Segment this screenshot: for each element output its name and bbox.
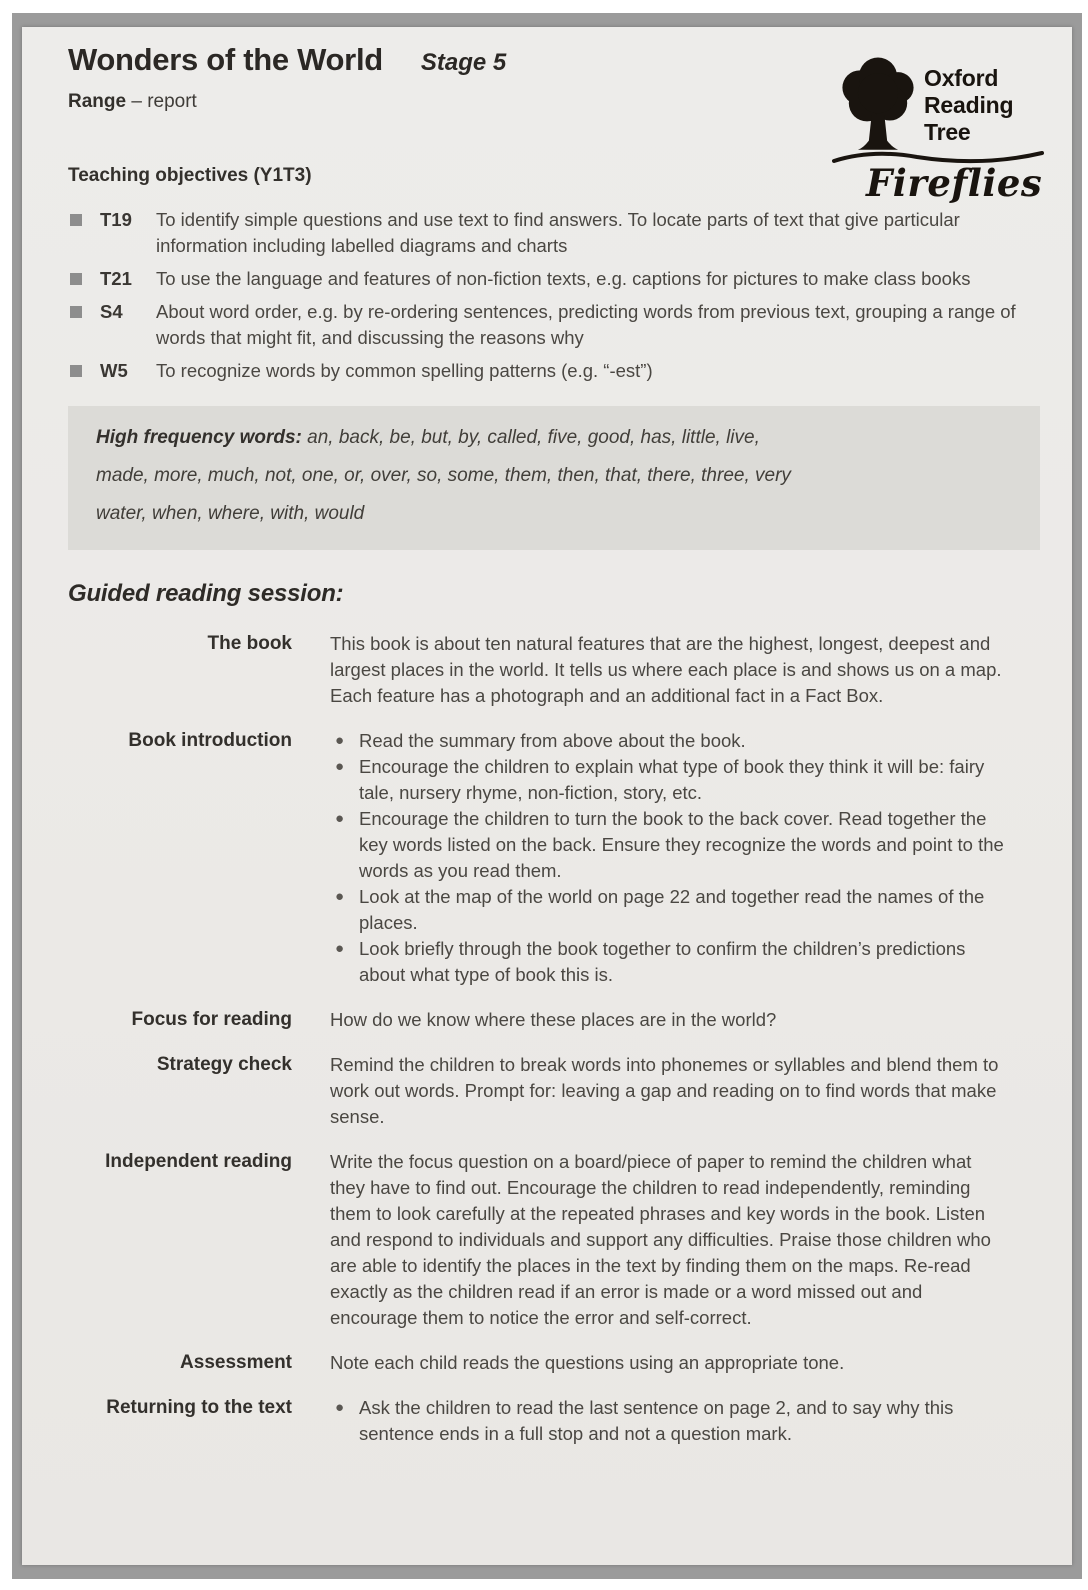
teaching-objectives-list [68, 207, 1044, 384]
logo-top [832, 53, 1044, 157]
objective-code: W5 [100, 360, 128, 381]
objective-text: About word order, e.g. by re-ordering sentences, predicting words from previous text, grouping a range of words that might fit, and discussing the reasons why [156, 301, 1016, 348]
bullet-dot-icon: ● [335, 758, 345, 775]
bullet-text: Look at the map of the world on page 22 and together read the names of the places. [359, 886, 985, 933]
section-body [330, 1395, 1006, 1447]
stage-label: Stage 5 [420, 49, 507, 76]
logo-word-reading: Reading [924, 92, 1014, 118]
section-body [330, 1007, 1006, 1033]
section-body [330, 728, 1006, 988]
range-label: Range [68, 91, 127, 112]
section-body [330, 1149, 1006, 1331]
bullet-dot-icon: ● [335, 888, 345, 905]
section-label: Book introduction [128, 730, 292, 751]
square-bullet-icon [70, 214, 82, 226]
section-text: Write the focus question on a board/piece of paper to remind the children what they have to find out. Encourage the children to read independently, reminding them to look carefully at the repeated phrases and key words in the book. Listen and respond to individuals and support any difficulties. Praise those children who are able to identify the places in the text by finding them on the maps. Re-read exactly as the children read if an error is made or a word missed out and encourage them to notice the error and self-correct. [330, 1151, 991, 1328]
objective-code: T19 [100, 209, 132, 230]
page-content [68, 41, 1044, 1466]
bullet-item [330, 884, 1006, 936]
objective-text: To use the language and features of non-fiction texts, e.g. captions for pictures to make class books [156, 268, 971, 289]
high-frequency-line: water, when, where, with, would [96, 503, 365, 524]
bullet-dot-icon: ● [335, 940, 345, 957]
bullet-text: Look briefly through the book together to confirm the children’s predictions about what type of book this is. [359, 938, 966, 985]
document-page [22, 27, 1072, 1565]
logo-wordmark [924, 53, 1013, 146]
section-label: Returning to the text [106, 1397, 292, 1418]
objective-code: T21 [100, 268, 132, 289]
bullet-item [330, 1395, 1006, 1447]
section-body [330, 1052, 1006, 1130]
guided-section [68, 728, 1044, 988]
bullet-item [330, 936, 1006, 988]
guided-section [68, 1052, 1044, 1130]
section-body [330, 631, 1006, 709]
section-text: Remind the children to break words into phonemes or syllables and blend them to work out words. Prompt for: leaving a gap and reading on to find words that make sense. [330, 1054, 999, 1127]
objective-row [68, 207, 1044, 259]
logo-word-oxford: Oxford [924, 65, 999, 91]
section-label: The book [207, 633, 292, 654]
bullet-dot-icon: ● [335, 810, 345, 827]
oxford-reading-tree-logo [832, 53, 1044, 203]
objective-text: To identify simple questions and use text to find answers. To locate parts of text that give particular information including labelled diagrams and charts [156, 209, 960, 256]
guided-section [68, 1149, 1044, 1331]
bullet-text: Encourage the children to explain what type of book they think it will be: fairy tale, nursery rhyme, non-fiction, story, etc. [359, 756, 985, 803]
fireflies-wordmark: Fireflies [866, 161, 1043, 205]
section-label: Focus for reading [131, 1009, 292, 1030]
teaching-objectives-heading: Teaching objectives (Y1T3) [68, 165, 312, 186]
high-frequency-label: High frequency words: [96, 427, 302, 448]
section-body [330, 1350, 1006, 1376]
section-text: Note each child reads the questions using an appropriate tone. [330, 1352, 845, 1373]
logo-word-tree: Tree [924, 119, 971, 145]
high-frequency-line: made, more, much, not, one, or, over, so, some, them, then, that, there, three, very [96, 465, 791, 486]
square-bullet-icon [70, 365, 82, 377]
bullet-item [330, 728, 1006, 754]
page-title: Wonders of the World [68, 42, 383, 77]
bullet-text: Read the summary from above about the book. [359, 730, 746, 751]
high-frequency-words-box [68, 406, 1040, 550]
section-text: How do we know where these places are in the world? [330, 1009, 777, 1030]
objective-code: S4 [100, 301, 123, 322]
bullet-item [330, 754, 1006, 806]
guided-section [68, 1007, 1044, 1033]
range-value: – report [131, 91, 197, 112]
bullet-dot-icon: ● [335, 732, 345, 749]
section-label: Strategy check [156, 1054, 292, 1075]
bullet-dot-icon: ● [335, 1399, 345, 1416]
section-label: Assessment [180, 1352, 292, 1373]
guided-reading-heading: Guided reading session: [68, 580, 344, 607]
guided-reading-sections [68, 631, 1044, 1447]
objective-text: To recognize words by common spelling patterns (e.g. “-est”) [156, 360, 653, 381]
bullet-text: Ask the children to read the last sentence on page 2, and to say why this sentence ends in a full stop and not a question mark. [359, 1397, 954, 1444]
square-bullet-icon [70, 306, 82, 318]
guided-section [68, 1395, 1044, 1447]
bullet-item [330, 806, 1006, 884]
objective-row [68, 266, 1044, 292]
guided-section [68, 631, 1044, 709]
high-frequency-line: High frequency words: an, back, be, but, by, called, five, good, has, little, live, [96, 427, 760, 448]
objective-row [68, 299, 1044, 351]
section-label: Independent reading [105, 1151, 292, 1172]
tree-icon [832, 53, 924, 157]
section-text: This book is about ten natural features that are the highest, longest, deepest and largest places in the world. It tells us where each place is and shows us on a map. Each feature has a photograph and an additional fact in a Fact Box. [330, 633, 1002, 706]
bullet-text: Encourage the children to turn the book to the back cover. Read together the key words listed on the back. Ensure they recognize the words and point to the words as you read them. [359, 808, 1004, 881]
objective-row [68, 358, 1044, 384]
square-bullet-icon [70, 273, 82, 285]
guided-section [68, 1350, 1044, 1376]
